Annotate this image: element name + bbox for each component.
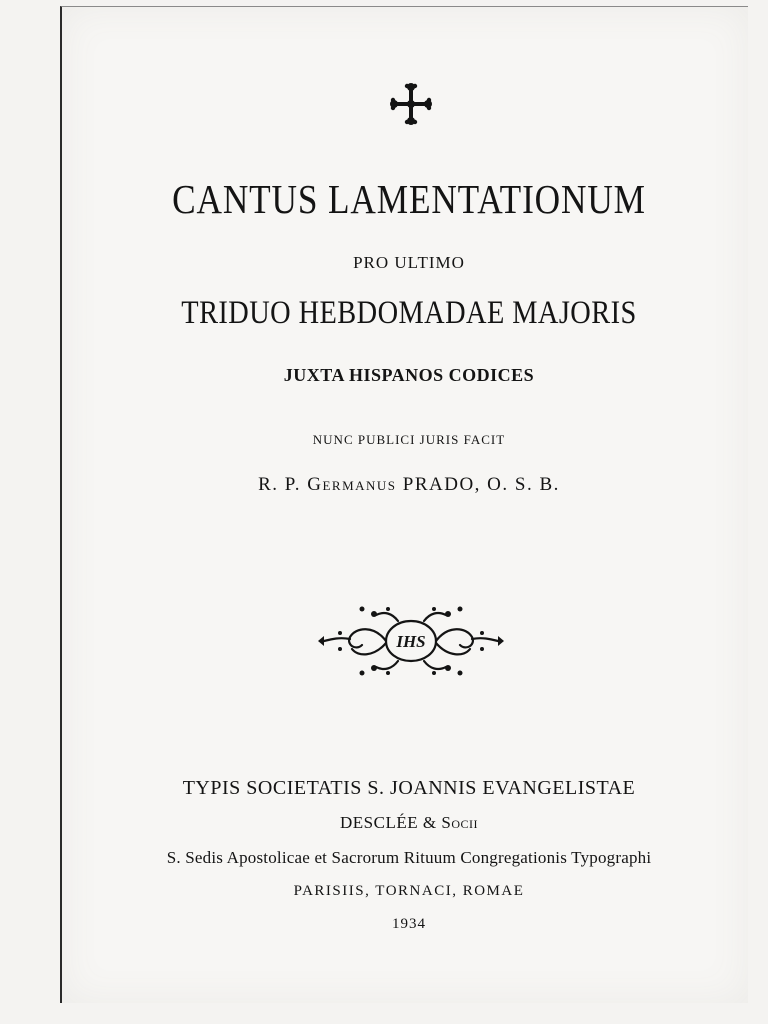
ihs-ornament-icon [316,601,506,681]
title-page [60,6,748,1003]
pro-ultimo-line: PRO ULTIMO [353,253,465,272]
subtitle: TRIDUO HEBDOMADAE MAJORIS [181,295,637,331]
cross-fleury-icon [388,81,434,127]
cities-line: PARISIIS, TORNACI, ROMAE [293,883,525,899]
main-title: CANTUS LAMENTATIONUM [172,176,646,222]
publisher-suffix: Socii [441,813,478,832]
printer-line: TYPIS SOCIETATIS S. JOANNIS EVANGELISTAE [182,777,636,799]
typographi-line: S. Sedis Apostolicae et Sacrorum Rituum Congregationis Typographi [166,848,652,867]
author-surname: PRADO, O. S. B. [396,474,560,495]
publication-year: 1934 [392,916,426,932]
ornament-monogram: IHS [396,632,426,651]
author-prefix: R. P. [258,474,308,495]
nunc-line: NUNC PUBLICI JURIS FACIT [312,432,506,447]
juxta-line: JUXTA HISPANOS CODICES [283,365,535,385]
author-name: Germanus [307,474,397,495]
author-line [62,474,756,496]
publisher-name: DESCLÉE & [340,813,442,832]
publisher-line [62,813,756,833]
